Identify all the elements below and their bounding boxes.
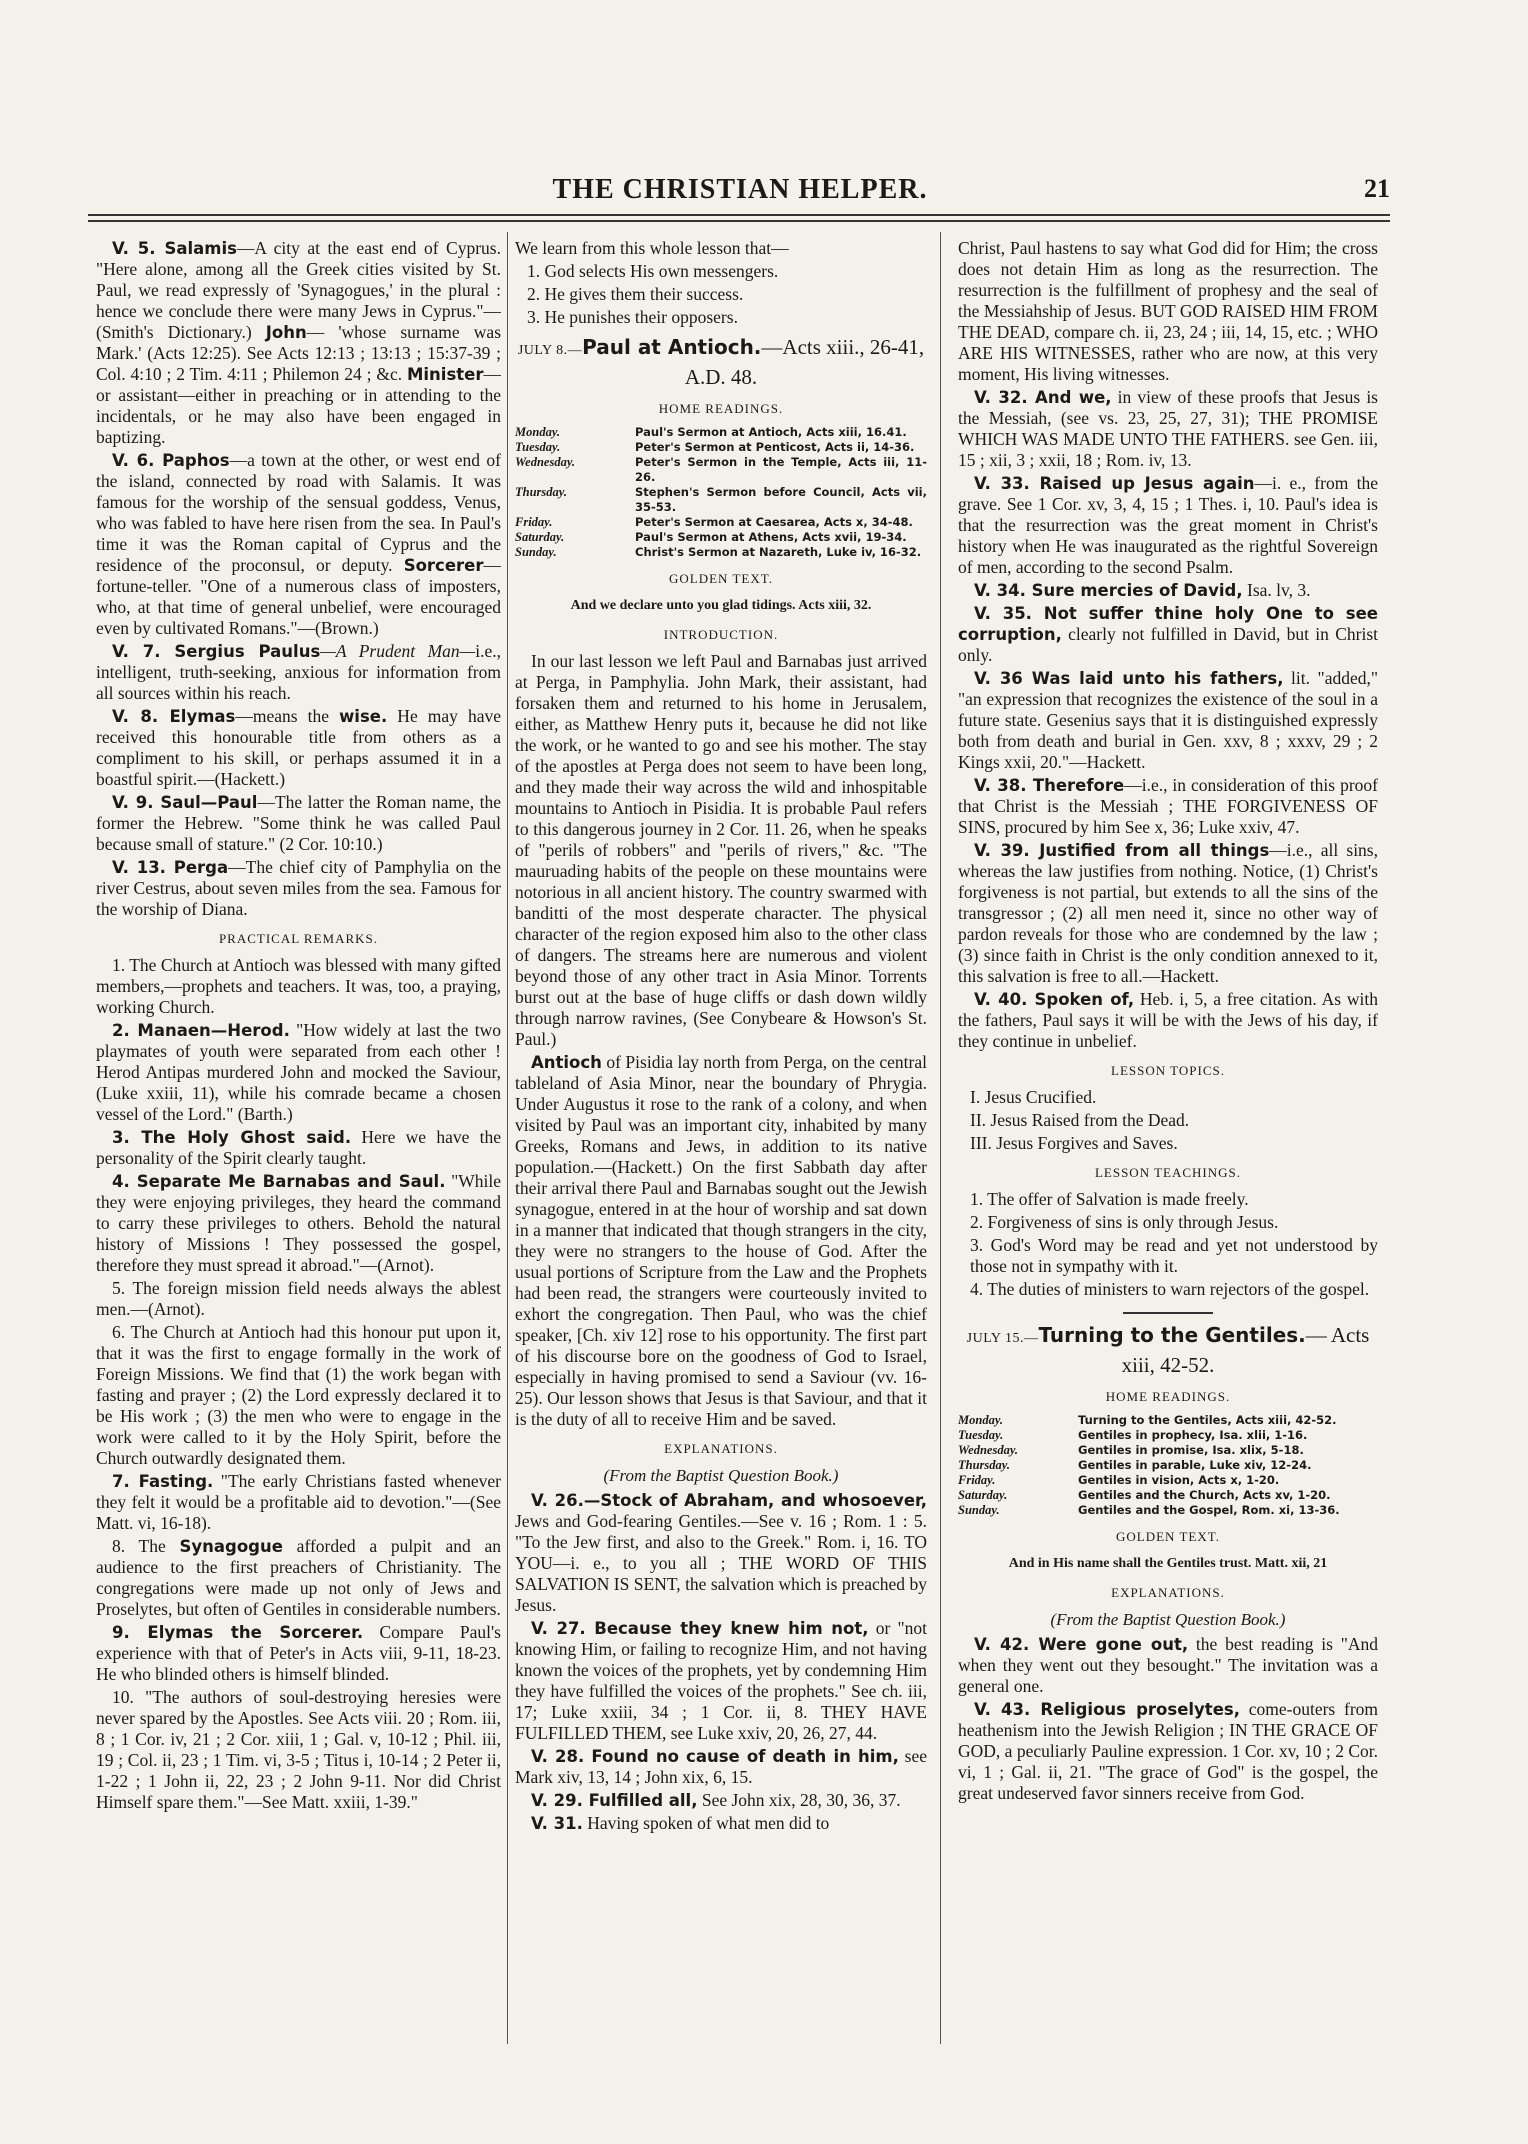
verse-head: wise. <box>339 707 388 726</box>
section-heading: EXPLANATIONS. <box>664 1441 778 1456</box>
verse-32 <box>958 387 1378 471</box>
verse-text: —i.e., all sins, whereas the law justifies from nothing. Notice, (1) Christ's forgiveness is not partial, but extends to all the sins of the transgressor ; (2) all men need it, since no other way of pardon reveals for those who are condemned by the law ; (3) since faith in Christ is the only condition annexed to it, this salvation is free to all.—Hackett. <box>958 840 1378 986</box>
reading-day: Saturday. <box>958 1488 1008 1502</box>
reading-day: Thursday. <box>958 1458 1010 1472</box>
verse-head: V. 35. Not suffer thine holy One to see corruption, <box>958 604 1378 644</box>
verse-text: in view of these proofs that Jesus is the Messiah, (see vs. 23, 25, 27, 31); THE PROMISE WHICH WAS MADE UNTO THE FATHERS. see Gen. iii, 15 ; xii, 3 ; xxii, 18 ; Rom. iv, 13. <box>958 387 1378 470</box>
lesson-ref: —Acts xiii., 26-41, A.D. 48. <box>684 335 925 389</box>
verse-5 <box>96 238 501 448</box>
verse-36 <box>958 668 1378 773</box>
column-divider-2 <box>940 232 941 2044</box>
learn-intro: We learn from this whole lesson that— <box>515 238 789 258</box>
verse-head: Sorcerer <box>403 556 484 575</box>
remark-7 <box>96 1471 501 1534</box>
verse-31 <box>515 1813 927 1834</box>
list-item <box>958 1488 1378 1503</box>
source-note: (From the Baptist Question Book.) <box>603 1466 839 1485</box>
verse-text: —The latter the Roman name, the former the Hebrew. "Some think he was called Paul because small of stature." (2 Cor. 10:10.) <box>96 792 501 854</box>
verse-head: V. 27. Because they knew him not, <box>531 1619 869 1638</box>
verse-head: V. 40. Spoken of, <box>974 990 1135 1009</box>
verse-head: V. 5. Salamis <box>112 239 237 258</box>
list-item: I. Jesus Crucified. <box>970 1087 1097 1107</box>
reading-day: Tuesday. <box>515 440 561 454</box>
reading-ref: Gentiles and the Church, Acts xv, 1-20. <box>1078 1488 1331 1502</box>
remark-1: 1. The Church at Antioch was blessed with many gifted members,—prophets and teachers. It was, too, a praying, working Church. <box>96 955 501 1017</box>
section-divider <box>1123 1312 1213 1314</box>
intro-paragraph: In our last lesson we left Paul and Barnabas just arrived at Perga, in Pamphylia. John Mark, their assistant, had forsaken them and returned to his home in Jerusalem, either, as Matthew Henry puts it, because he did not like the work, or he wanted to go and see his mother. The stay of the apostles at Perga does not seem to have been long, and they made their way across the wild and inhospitable mountains to Antioch in Pisidia. It is probable Paul refers to this dangerous journey in 2 Cor. 11. 26, when he speaks of "perils of robbers" and "perils of rivers," &c. "The mauruading habits of the people on these mountains were notorious in all ancient history. The country swarmed with banditti of the most desperate character. The physical character of the region exposed him also to the other class of dangers. The streams here are numerous and violent beyond those of any other tract in Asia Minor. Torrents burst out at the base of huge cliffs or dash down wildly through narrow ravines, (See Conybeare & Howson's St. Paul.) <box>515 651 927 1049</box>
golden-text: And in His name shall the Gentiles trust. Matt. xii, 21 <box>1008 1556 1328 1571</box>
home-readings <box>515 425 927 560</box>
golden-text: And we declare unto you glad tidings. Acts xiii, 32. <box>570 598 872 613</box>
verse-head: V. 31. <box>531 1814 583 1833</box>
reading-day: Sunday. <box>958 1503 1000 1517</box>
remark-head: 2. Manaen—Herod. <box>112 1021 290 1040</box>
lesson-date: JULY 8.— <box>517 343 583 358</box>
section-heading: HOME READINGS. <box>658 401 784 416</box>
list-item <box>515 515 927 530</box>
verse-head: V. 9. Saul—Paul <box>112 793 258 812</box>
reading-day: Monday. <box>515 425 561 439</box>
remark-head: Synagogue <box>179 1537 283 1556</box>
column-1 <box>96 238 501 2049</box>
remark-text: "How widely at last the two playmates of youth were separated from each other ! Herod Antipas murdered John and mocked the Saviour, (Luke xxiii, 11), while his comrade became a chosen vessel of the Lord." (Barth.) <box>96 1020 501 1124</box>
verse-head: V. 26.—Stock of Abraham, and whosoever, <box>531 1491 927 1510</box>
page-header <box>90 168 1390 218</box>
verse-text: i.e., intelligent, truth-seeking, anxious for information from all sources within his reach. <box>96 641 501 703</box>
verse-8 <box>96 706 501 790</box>
section-heading: EXPLANATIONS. <box>1111 1585 1225 1600</box>
verse-text: —i.e., in consideration of this proof that Christ is the Messiah ; THE FORGIVENESS OF SINS, procured by him See x, 36; Luke xxiv, 47. <box>958 775 1378 837</box>
remark-3 <box>96 1127 501 1169</box>
verse-text: —or assistant—either in preaching or in attending to the incidentals, or he may also have been engaged in baptizing. <box>96 364 501 447</box>
section-heading: INTRODUCTION. <box>663 627 779 642</box>
verse-text: the best reading is "And when they went out they besought." The invitation was a general one. <box>958 1634 1378 1696</box>
verse-text: see Mark xiv, 13, 14 ; John xix, 6, 15. <box>515 1746 927 1787</box>
header-rule-bottom <box>88 220 1390 222</box>
verse-text: —A city at the east end of Cyprus. "Here alone, among all the Greek cities visited by St. Paul, we read expressly of 'Synagogues,' in the plural : hence we conclude there were many Jews in Cyprus."—(Smith's Dictionary.) <box>96 238 501 342</box>
lesson-name: Paul at Antioch. <box>582 335 762 359</box>
list-item: 3. God's Word may be read and yet not understood by those not in sympathy with it. <box>970 1235 1378 1276</box>
remark-9 <box>96 1622 501 1685</box>
list-item: 2. He gives them their success. <box>527 284 744 304</box>
column-divider-1 <box>507 232 508 2044</box>
section-heading: LESSON TEACHINGS. <box>1094 1165 1242 1180</box>
verse-head: V. 8. Elymas <box>112 707 236 726</box>
verse-head: V. 42. Were gone out, <box>974 1635 1189 1654</box>
verse-text: —means the <box>235 706 340 726</box>
column-3 <box>958 238 1378 2049</box>
verse-text: or "not knowing Him, or failing to recognize Him, and not having known the voices of the prophets, yet by condemning Him they have fulfilled the voices of the prophets." See ch. iii, 17; Luke xxiii, 34 ; 1 Cor. ii, 8. THEY HAVE FULFILLED THEM, see Luke xxiv, 20, 26, 27, 44. <box>515 1618 927 1743</box>
list-item: 4. The duties of ministers to warn rejectors of the gospel. <box>970 1279 1370 1299</box>
reading-ref: Gentiles and the Gospel, Rom. xi, 13-36. <box>1078 1503 1340 1517</box>
running-title: THE CHRISTIAN HELPER. <box>552 174 928 205</box>
learn-list <box>515 261 927 328</box>
verse-40 <box>958 989 1378 1052</box>
reading-ref: Peter's Sermon in the Temple, Acts iii, 11-26. <box>635 455 927 484</box>
remark-text: "While they were enjoying privileges, they heard the command to carry these privileges to others. Behold the natural history of Missions ! They possessed the gospel, therefore they must spread it abroad."—(Arnot). <box>96 1171 501 1275</box>
section-heading: LESSON TOPICS. <box>1111 1063 1225 1078</box>
list-item <box>958 1443 1378 1458</box>
reading-ref: Stephen's Sermon before Council, Acts vii, 35-53. <box>635 485 927 514</box>
list-item <box>515 545 927 560</box>
reading-day: Sunday. <box>515 545 557 559</box>
verse-text: lit. "added," "an expression that recognizes the existence of the soul in a future state. Gesenius says that it is distinguished expressly both from death and burial in Gen. xxv, 8 ; xxxv, 29 ; 2 Kings xxii, 20."—Hackett. <box>958 668 1378 772</box>
list-item <box>958 1473 1378 1488</box>
verse-emphasis: —A Prudent Man— <box>320 641 476 661</box>
reading-day: Thursday. <box>515 485 567 499</box>
verse-text: See John xix, 28, 30, 36, 37. <box>697 1790 901 1810</box>
reading-day: Wednesday. <box>515 455 576 469</box>
verse-35 <box>958 603 1378 666</box>
verse-39 <box>958 840 1378 987</box>
lesson-name: Turning to the Gentiles. <box>1038 1323 1306 1347</box>
verse-text: Having spoken of what men did to <box>582 1813 830 1833</box>
section-heading: HOME READINGS. <box>1105 1389 1231 1404</box>
list-item <box>958 1428 1378 1443</box>
verse-text: —i. e., from the grave. See 1 Cor. xv, 3, 4, 15 ; 1 Thes. i, 10. Paul's idea is that the resurrection was the great moment in Christ's history when He was inaugurated as the rightful Sovereign of men, according to the second Psalm. <box>958 473 1378 577</box>
lesson-title <box>958 1322 1378 1378</box>
verse-42 <box>958 1634 1378 1697</box>
remark-text: "The early Christians fasted whenever they felt it would be a profitable aid to devotion."—(See Matt. vi, 16-18). <box>96 1471 501 1533</box>
verse-9 <box>96 792 501 855</box>
remark-text: Compare Paul's experience with that of Peter's in Acts viii, 9-11, 18-23. He who blinded others is himself blinded. <box>96 1622 501 1684</box>
home-readings <box>958 1413 1378 1518</box>
teachings-list <box>958 1189 1378 1300</box>
verse-head: V. 32. And we, <box>974 388 1112 407</box>
reading-ref: Peter's Sermon at Penticost, Acts ii, 14-36. <box>635 440 915 454</box>
reading-day: Wednesday. <box>958 1443 1019 1457</box>
verse-text: Heb. i, 5, a free citation. As with the fathers, Paul says it will be with the Jews of his day, if they continue in unbelief. <box>958 989 1378 1051</box>
remark-head: 3. The Holy Ghost said. <box>112 1128 352 1147</box>
list-item <box>515 485 927 515</box>
list-item <box>958 1413 1378 1428</box>
verse-text: —a town at the other, or west end of the island, connected by road with Salamis. It was famous for the worship of the sensual goddess, Venus, who was fabled to have here risen from the sea. In Paul's time it was the Roman capital of Cyprus and the residence of the proconsul, or deputy. <box>96 450 501 575</box>
list-item: 1. God selects His own messengers. <box>527 261 779 281</box>
verse-text: come-outers from heathenism into the Jewish Religion ; IN THE GRACE OF GOD, a peculiarly Pauline expression. 1 Cor. xv, 10 ; 2 Cor. vi, 1 ; Gal. ii, 21. "The grace of God" is the gospel, the great undeserved favor sinners receive from God. <box>958 1699 1378 1803</box>
verse-26 <box>515 1490 927 1616</box>
verse-head: Minister <box>406 365 484 384</box>
verse-head: V. 43. Religious proselytes, <box>974 1700 1240 1719</box>
lesson-title <box>515 334 927 390</box>
verse-text: clearly not fulfilled in David, but in Christ only. <box>958 624 1378 665</box>
verse-13 <box>96 857 501 920</box>
page-number: 21 <box>1364 174 1390 203</box>
remark-2 <box>96 1020 501 1125</box>
reading-ref: Gentiles in promise, Isa. xlix, 5-18. <box>1078 1443 1304 1457</box>
reading-ref: Gentiles in prophecy, Isa. xlii, 1-16. <box>1078 1428 1308 1442</box>
remark-10: 10. "The authors of soul-destroying heresies were never spared by the Apostles. See Acts viii. 20 ; Rom. iii, 8 ; 1 Cor. iv, 21 ; 2 Cor. xiii, 1 ; Gal. v, 10-12 ; Phil. iii, 19 ; Col. ii, 23 ; 1 Tim. vi, 3-5 ; Titus i, 10-14 ; 2 Peter ii, 1-22 ; 1 John ii, 22, 23 ; 2 John 9-11. Nor did Christ Himself spare them."—See Matt. xxiii, 1-39." <box>96 1687 501 1812</box>
antioch-paragraph <box>515 1052 927 1430</box>
reading-ref: Paul's Sermon at Athens, Acts xvii, 19-34. <box>635 530 907 544</box>
list-item: 2. Forgiveness of sins is only through Jesus. <box>970 1212 1279 1232</box>
verse-text: He may have received this honourable title from others as a compliment to his skill, or perhaps assumed it in a boastful spirit.—(Hackett.) <box>96 706 501 789</box>
list-item: III. Jesus Forgives and Saves. <box>970 1133 1178 1153</box>
remark-head: 9. Elymas the Sorcerer. <box>112 1623 364 1642</box>
list-item <box>515 530 927 545</box>
topics-list <box>958 1087 1378 1154</box>
section-heading: GOLDEN TEXT. <box>1116 1529 1220 1544</box>
continued-paragraph: Christ, Paul hastens to say what God did for Him; the cross does not detain Him as long as the resurrection. The resurrection is the fulfillment of prophesy and the seal of the Messiahship of Jesus. BUT GOD RAISED HIM FROM THE DEAD, compare ch. ii, 23, 24 ; iii, 14, 15, etc. ; WHO ARE HIS WITNESSES, rather who are now, at this very moment, His living witnesses. <box>958 238 1378 384</box>
reading-ref: Christ's Sermon at Nazareth, Luke iv, 16-32. <box>635 545 922 559</box>
reading-day: Friday. <box>515 515 553 529</box>
remark-6: 6. The Church at Antioch had this honour put upon it, that it was the first to engage formally in the work of Foreign Missions. We find that (1) the work began with fasting and prayer ; (2) the Lord expressly declared it to be His work ; (3) the men who were to engage in the work were called to it by the Holy Spirit, before the Church outwardly designated them. <box>96 1322 501 1468</box>
reading-ref: Peter's Sermon at Caesarea, Acts x, 34-48. <box>635 515 913 529</box>
lesson-ref: — Acts xiii, 42-52. <box>1121 1323 1370 1377</box>
verse-head: Antioch <box>531 1053 602 1072</box>
verse-text: —The chief city of Pamphylia on the river Cestrus, about seven miles from the sea. Famous for the worship of Diana. <box>96 857 501 919</box>
remark-text: 8. The <box>112 1536 180 1556</box>
verse-head: V. 36 Was laid unto his fathers, <box>974 669 1284 688</box>
verse-27 <box>515 1618 927 1744</box>
remark-text: afforded a pulpit and an audience to the first preachers of Christianity. The congregations were made up not only of Jews and Proselytes, but often of Gentiles in considerable numbers. <box>96 1536 501 1619</box>
verse-text: of Pisidia lay north from Perga, on the central tableland of Asia Minor, near the boundary of Phrygia. Under Augustus it rose to the rank of a colony, and when visited by Paul was an important city, inhabited by many Greeks, Romans and Jews, in addition to its native population.—(Hackett.) On the first Sabbath day after their arrival there Paul and Barnabas sought out the Jewish synagogue, entered in at the hour of worship and sat down in a manner that indicated that though strangers in the city, they were no strangers to the house of God. After the usual portions of Scripture from the Law and the Prophets had been read, the strangers were courteously invited to exhort the congregation. Then Paul, who was the chief speaker, [Ch. xiv 12] rose to his opportunity. The first part of his discourse bore on the goodness of God to Israel, especially in having promised to send a Saviour (vv. 16-25). Our lesson shows that Jesus is that Saviour, and that it is the duty of all to receive Him and be saved. <box>515 1052 927 1429</box>
verse-head: V. 7. Sergius Paulus <box>112 642 321 661</box>
verse-head: V. 13. Perga <box>112 858 229 877</box>
remark-8 <box>96 1536 501 1620</box>
remark-5: 5. The foreign mission field needs always the ablest men.—(Arnot). <box>96 1278 501 1319</box>
verse-head: V. 38. Therefore <box>974 776 1125 795</box>
remark-text: Here we have the personality of the Spirit clearly taught. <box>96 1127 501 1168</box>
verse-head: V. 6. Paphos <box>112 451 230 470</box>
lesson-date: JULY 15.— <box>966 1331 1039 1346</box>
verse-29 <box>515 1790 927 1811</box>
verse-7 <box>96 641 501 704</box>
verse-6 <box>96 450 501 639</box>
list-item <box>515 425 927 440</box>
list-item: II. Jesus Raised from the Dead. <box>970 1110 1190 1130</box>
remark-head: 4. Separate Me Barnabas and Saul. <box>112 1172 446 1191</box>
verse-38 <box>958 775 1378 838</box>
list-item: 1. The offer of Salvation is made freely. <box>970 1189 1249 1209</box>
column-2 <box>515 238 927 2049</box>
reading-day: Saturday. <box>515 530 565 544</box>
verse-head: V. 28. Found no cause of death in him, <box>531 1747 899 1766</box>
verse-head: V. 39. Justified from all things <box>974 841 1270 860</box>
list-item <box>515 440 927 455</box>
reading-ref: Gentiles in vision, Acts x, 1-20. <box>1078 1473 1280 1487</box>
section-heading: GOLDEN TEXT. <box>669 571 773 586</box>
verse-33 <box>958 473 1378 578</box>
verse-head: John <box>265 323 307 342</box>
verse-head: V. 29. Fulfilled all, <box>531 1791 698 1810</box>
remark-head: 7. Fasting. <box>112 1472 214 1491</box>
verse-28 <box>515 1746 927 1788</box>
verse-34 <box>958 580 1378 601</box>
list-item <box>958 1458 1378 1473</box>
reading-ref: Paul's Sermon at Antioch, Acts xiii, 16.41. <box>635 425 907 439</box>
remark-4 <box>96 1171 501 1276</box>
verse-text: Jews and God-fearing Gentiles.—See v. 16 ; Rom. 1 : 5. "To the Jew first, and also to the Greek." Rom. i, 16. TO YOU—i. e., to you all ; THE WORD OF THIS SALVATION IS SENT, the salvation which is preached by Jesus. <box>515 1511 927 1615</box>
verse-text: Isa. lv, 3. <box>1242 580 1311 600</box>
list-item: 3. He punishes their opposers. <box>527 307 738 327</box>
verse-head: V. 33. Raised up Jesus again <box>974 474 1255 493</box>
verse-text: — 'whose surname was Mark.' (Acts 12:25). See Acts 12:13 ; 13:13 ; 15:37-39 ; Col. 4:10 ; 2 Tim. 4:11 ; Philemon 24 ; &c. <box>96 322 501 384</box>
reading-ref: Gentiles in parable, Luke xiv, 12-24. <box>1078 1458 1312 1472</box>
reading-day: Monday. <box>958 1413 1004 1427</box>
list-item <box>958 1503 1378 1518</box>
reading-ref: Turning to the Gentiles, Acts xiii, 42-52. <box>1078 1413 1337 1427</box>
verse-text: —fortune-teller. "One of a numerous class of imposters, who, at that time of general unbelief, were encouraged even by cultivated Romans."—(Brown.) <box>96 555 501 638</box>
verse-43 <box>958 1699 1378 1804</box>
source-note: (From the Baptist Question Book.) <box>1050 1610 1286 1629</box>
reading-day: Tuesday. <box>958 1428 1004 1442</box>
section-heading: PRACTICAL REMARKS. <box>218 931 379 946</box>
verse-head: V. 34. Sure mercies of David, <box>974 581 1243 600</box>
header-rule-top <box>88 214 1390 216</box>
list-item <box>515 455 927 485</box>
reading-day: Friday. <box>958 1473 996 1487</box>
